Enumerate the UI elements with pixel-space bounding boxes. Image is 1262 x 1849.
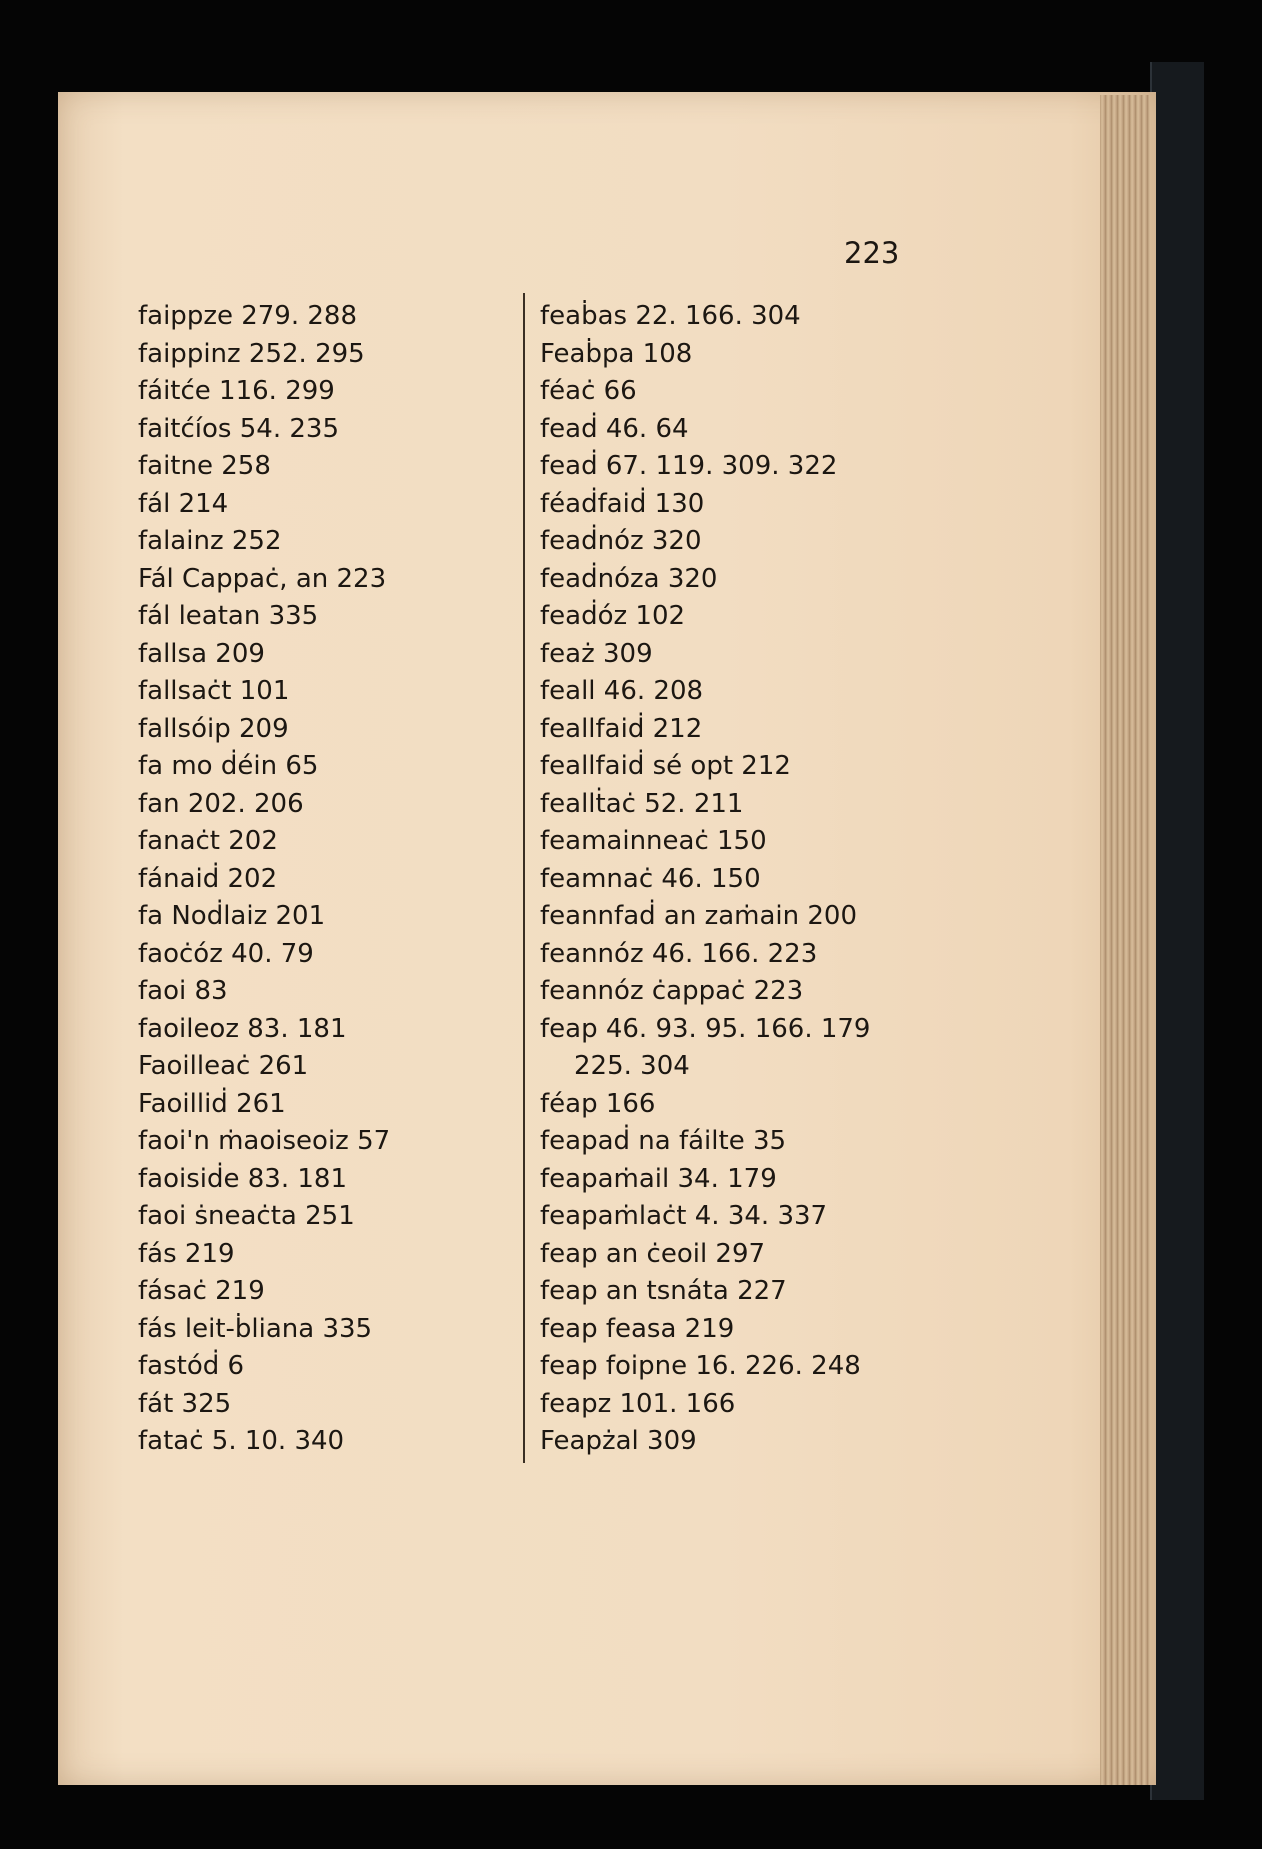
index-entry: feallfaiḋ sé oрt 212	[540, 751, 791, 781]
index-entry: feannfaḋ an zaṁain 200	[540, 901, 858, 931]
index-entry: fataċ 5. 10. 340	[138, 1426, 345, 1456]
index-entry: fallsóiр 209	[138, 713, 289, 744]
book-cover-edge	[1150, 62, 1204, 1800]
column-divider	[523, 293, 525, 1463]
index-entry: feaр foiрne 16. 226. 248	[540, 1351, 861, 1381]
index-entry: fastóḋ 6	[138, 1351, 245, 1381]
page-number: 223	[844, 236, 900, 270]
index-entry: fanaċt 202	[138, 826, 278, 856]
index-entry: feallfaiḋ 212	[540, 713, 703, 744]
index-entry: faoisiḋe 83. 181	[138, 1163, 347, 1194]
index-entry: faoi 83	[138, 976, 228, 1006]
index-entry: faiррinz 252. 295	[138, 338, 365, 369]
index-entry: feaḋ 46. 64	[540, 413, 689, 444]
index-entry: fa Noḋlaiz 201	[138, 901, 326, 931]
index-entry: feannóz 46. 166. 223	[540, 938, 818, 969]
index-entry: feamainneaċ 150	[540, 826, 767, 856]
index-entry: fás 219	[138, 1238, 235, 1269]
index-entry: faitćíos 54. 235	[138, 413, 339, 444]
index-entry: faoċóz 40. 79	[138, 938, 314, 969]
index-entry: faoi'n ṁaoiseoiz 57	[138, 1126, 391, 1156]
index-entry: Feaрżal 309	[540, 1426, 697, 1456]
page-edges	[1100, 95, 1150, 1785]
index-entry: fallsa 209	[138, 638, 265, 669]
index-entry: feaрaṁlaċt 4. 34. 337	[540, 1201, 828, 1231]
index-entry: feaр an ċeoil 297	[540, 1238, 766, 1269]
index-entry: feall 46. 208	[540, 676, 704, 706]
index-entry: feaḋóz 102	[540, 601, 686, 631]
index-entry: fás leit-ḃliana 335	[138, 1313, 373, 1344]
index-entry: feaрaḋ na fáilte 35	[540, 1126, 787, 1156]
index-entry: fásaċ 219	[138, 1276, 265, 1306]
index-entry: feannóz ċaррaċ 223	[540, 976, 804, 1006]
index-entry: feaḋ 67. 119. 309. 322	[540, 451, 838, 481]
index-entry: feaр an tsnáta 227	[540, 1276, 787, 1306]
index-entry: faitne 258	[138, 451, 271, 481]
index-entry: fát 325	[138, 1388, 232, 1419]
index-entry: fánaiḋ 202	[138, 863, 278, 894]
index-entry: Fál Caррaċ, an 223	[138, 563, 387, 594]
index-entry: faiррze 279. 288	[138, 301, 358, 331]
index-entry: fál leatan 335	[138, 601, 319, 631]
index-entry: faoi ṡneaċta 251	[138, 1201, 355, 1231]
index-entry: feaḋnóz 320	[540, 526, 702, 556]
index-entry: Faoilleaċ 261	[138, 1051, 309, 1081]
index-entry: Feaḃрa 108	[540, 338, 693, 369]
index-entry: Faoilliḋ 261	[138, 1088, 286, 1119]
index-entry: feamnaċ 46. 150	[540, 863, 761, 894]
index-entry: féaċ 66	[540, 376, 637, 406]
index-entry: feaḃas 22. 166. 304	[540, 301, 801, 331]
index-entry: feaрz 101. 166	[540, 1388, 736, 1419]
index-entry: fan 202. 206	[138, 788, 304, 819]
index-entry: féaр 166	[540, 1088, 656, 1119]
index-entry: feaр 46. 93. 95. 166. 179	[540, 1013, 871, 1044]
index-entry: fallsaċt 101	[138, 676, 290, 706]
index-entry: falainz 252	[138, 526, 282, 556]
index-entry: faoileoz 83. 181	[138, 1013, 347, 1044]
index-right-column	[540, 298, 870, 1461]
index-entry: feaż 309	[540, 638, 653, 669]
index-entry: feaр feasa 219	[540, 1313, 735, 1344]
index-entry: 225. 304	[574, 1051, 690, 1081]
index-entry: fál 214	[138, 488, 229, 519]
index-entry: feallṫaċ 52. 211	[540, 788, 744, 819]
index-entry: fa mo ḋéin 65	[138, 751, 319, 781]
index-entry: feaрaṁail 34. 179	[540, 1163, 777, 1194]
index-entry: fáitće 116. 299	[138, 376, 335, 406]
index-entry: féaḋfaiḋ 130	[540, 488, 705, 519]
index-entry: feaḋnóza 320	[540, 563, 718, 594]
index-left-column	[138, 298, 390, 1461]
